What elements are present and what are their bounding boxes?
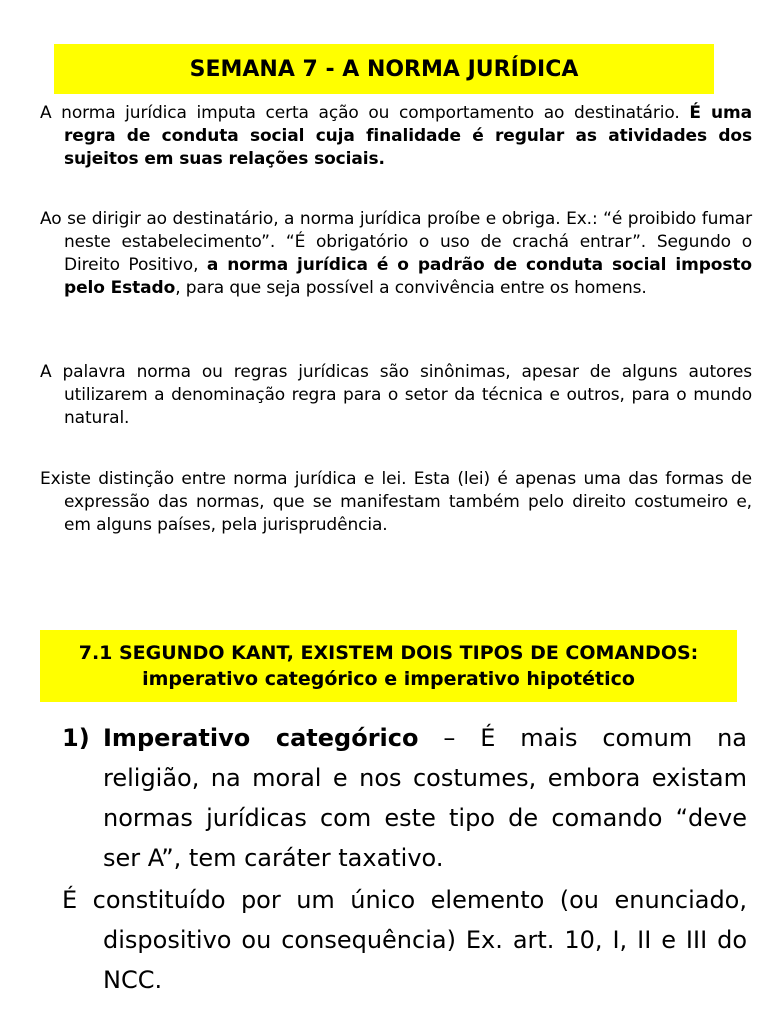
list-item-bold: Imperativo categórico — [103, 724, 419, 752]
section-heading — [40, 630, 737, 702]
page-title — [54, 44, 714, 94]
list-item-number: 1) — [62, 724, 90, 752]
paragraph-definition — [40, 102, 752, 171]
paragraph-constituido — [62, 880, 747, 1000]
section-heading-line1: 7.1 SEGUNDO KANT, EXISTEM DOIS TIPOS DE COMANDOS: — [78, 642, 699, 664]
section-heading-line2: imperativo categórico e imperativo hipotético — [142, 668, 635, 690]
paragraph-destinatario-text-b: , para que seja possível a convivência entre os homens. — [175, 278, 647, 298]
paragraph-destinatario-text-a: Ao se dirigir ao destinatário, a norma jurídica proíbe e obriga. Ex.: “é proibido fumar neste estabelecimento”. “É obrigatório o uso de crachá entrar”. Segundo o Direito Positivo, — [40, 209, 752, 275]
paragraph-destinatario — [40, 208, 752, 300]
paragraph-destinatario-bold: a norma jurídica é o padrão de conduta social imposto pelo Estado — [64, 255, 752, 298]
paragraph-sinonimos-text: A palavra norma ou regras jurídicas são sinônimas, apesar de alguns autores utilizarem a denominação regra para o setor da técnica e outros, para o mundo natural. — [40, 362, 752, 428]
paragraph-definition-bold: É uma regra de conduta social cuja finalidade é regular as atividades dos sujeitos em suas relações sociais. — [64, 103, 753, 169]
list-item-imperativo-categorico — [62, 718, 747, 878]
page-title-text: SEMANA 7 - A NORMA JURÍDICA — [189, 57, 579, 82]
paragraph-distincao-text: Existe distinção entre norma jurídica e lei. Esta (lei) é apenas uma das formas de expressão das normas, que se manifestam também pelo direito costumeiro e, em alguns países, pela jurisprudência. — [40, 469, 752, 535]
paragraph-sinonimos — [40, 361, 752, 430]
paragraph-constituido-text: É constituído por um único elemento (ou enunciado, dispositivo ou consequência) Ex. art. 10, I, II e III do NCC. — [62, 886, 747, 994]
list-item-text: – É mais comum na religião, na moral e nos costumes, embora existam normas jurídicas com este tipo de comando “deve ser A”, tem caráter taxativo. — [103, 724, 747, 872]
paragraph-definition-text: A norma jurídica imputa certa ação ou comportamento ao destinatário. — [40, 103, 690, 123]
paragraph-distincao — [40, 468, 752, 537]
